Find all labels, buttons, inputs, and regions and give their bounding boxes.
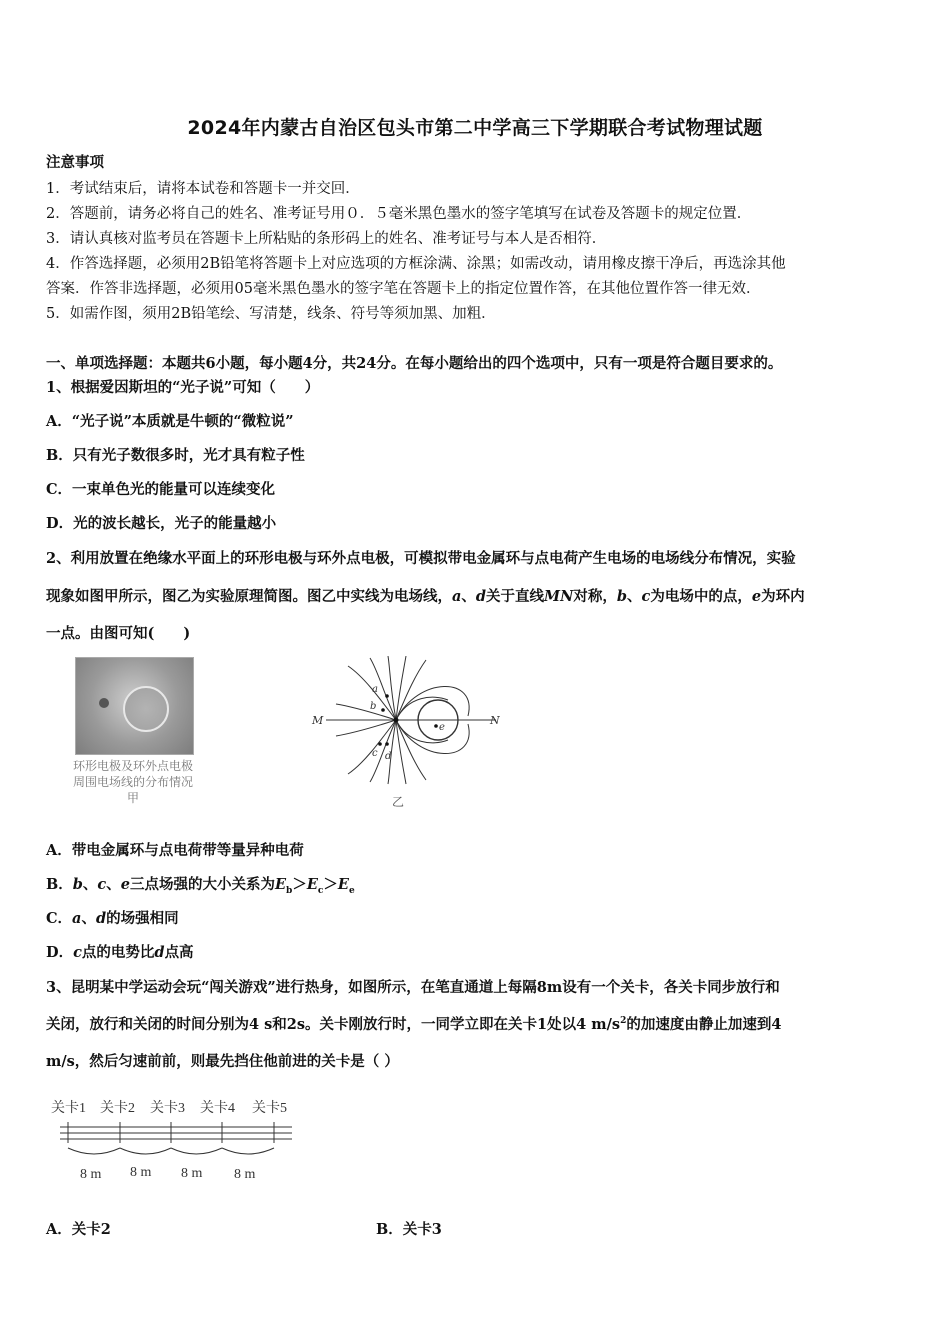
label-d: d bbox=[385, 751, 392, 762]
label-n: N bbox=[490, 714, 500, 727]
field-line bbox=[336, 704, 396, 720]
notice-item-3: 3．请认真核对监考员在答题卡上所粘贴的条形码上的姓名、准考证号与本人是否相符． bbox=[46, 231, 607, 247]
span-brace-1 bbox=[68, 1148, 120, 1154]
distance-label-2: 8 m bbox=[130, 1165, 152, 1180]
q3-stem-line1: 3、昆明某中学运动会玩“闯关游戏”进行热身，如图所示，在笔直通道上每隔8m设有一个关卡，各关卡同步放行和 bbox=[46, 979, 780, 996]
span-brace-2 bbox=[120, 1148, 171, 1154]
field-photo bbox=[75, 657, 194, 755]
point-c bbox=[378, 742, 382, 746]
gates-figure bbox=[46, 1090, 306, 1190]
q3-option-b: B．关卡3 bbox=[376, 1221, 442, 1238]
gate-label-2: 关卡2 bbox=[100, 1101, 135, 1116]
q2-option-a: A．带电金属环与点电荷带等量异种电荷 bbox=[46, 842, 304, 859]
field-line bbox=[348, 720, 396, 774]
q2-stem-line3: 一点。由图可知( ) bbox=[46, 625, 191, 642]
gates-diagram bbox=[46, 1090, 306, 1190]
span-brace-4 bbox=[222, 1148, 274, 1154]
exam-title: 2024年内蒙古自治区包头市第二中学高三下学期联合考试物理试题 bbox=[187, 117, 763, 139]
point-electrode bbox=[99, 698, 109, 708]
q2-option-c: C．a、d的场强相同 bbox=[46, 910, 179, 927]
q1-option-a: A．“光子说”本质就是牛顿的“微粒说” bbox=[46, 413, 294, 430]
section-heading: 一、单项选择题：本题共6小题，每小题4分，共24分。在每小题给出的四个选项中，只有一项是符合题目要求的。 bbox=[46, 355, 783, 372]
notice-item-2: 2．答题前，请务必将自己的姓名、准考证号用０．５毫米黑色墨水的签字笔填写在试卷及答题卡的规定位置． bbox=[46, 206, 752, 222]
q1-option-d: D．光的波长越长，光子的能量越小 bbox=[46, 515, 277, 532]
point-b bbox=[381, 708, 385, 712]
figure-yi-caption: 乙 bbox=[392, 795, 405, 809]
notice-item-4: 4．作答选择题，必须用2B铅笔将答题卡上对应选项的方框涂满、涂黑；如需改动，请用橡皮擦干净后，再选涂其他 bbox=[46, 256, 786, 272]
notice-item-4-cont: 答案．作答非选择题，必须用05毫米黑色墨水的签字笔在答题卡上的指定位置作答，在其他位置作答一律无效． bbox=[46, 281, 761, 297]
label-m: M bbox=[312, 714, 324, 727]
distance-label-4: 8 m bbox=[234, 1167, 256, 1182]
label-c: c bbox=[372, 748, 378, 759]
point-e bbox=[434, 724, 438, 728]
field-line bbox=[396, 656, 406, 720]
figure-jia-caption-3: 甲 bbox=[126, 791, 139, 805]
notice-item-5: 5．如需作图，须用2B铅笔绘、写清楚，线条、符号等须加黑、加粗． bbox=[46, 306, 496, 322]
q1-option-c: C．一束单色光的能量可以连续变化 bbox=[46, 481, 276, 498]
notice-heading: 注意事项 bbox=[46, 154, 104, 171]
field-line bbox=[396, 720, 469, 754]
q3-stem-line3: m/s，然后匀速前前，则最先挡住他前进的关卡是（ ） bbox=[46, 1053, 399, 1070]
q1-option-b: B．只有光子数很多时，光才具有粒子性 bbox=[46, 447, 305, 464]
point-a bbox=[385, 694, 389, 698]
field-line bbox=[336, 720, 396, 736]
notice-item-1: 1．考试结束后，请将本试卷和答题卡一并交回． bbox=[46, 181, 360, 197]
q2-stem-line2: 现象如图甲所示，图乙为实验原理简图。图乙中实线为电场线，a、d关于直线MN对称，b、c为电场中的点，e为环内 bbox=[46, 588, 805, 605]
ring-electrode bbox=[123, 686, 169, 732]
point-charge bbox=[394, 718, 399, 723]
figure-jia-caption-2: 周围电场线的分布情况 bbox=[72, 775, 193, 789]
q2-stem-line1: 2、利用放置在绝缘水平面上的环形电极与环外点电极，可模拟带电金属环与点电荷产生电场的电场线分布情况，实验 bbox=[46, 550, 796, 567]
label-e: e bbox=[439, 722, 445, 733]
distance-label-1: 8 m bbox=[80, 1167, 102, 1182]
q2-option-b: B．b、c、e三点场强的大小关系为$E_b>E_c>E_e$ bbox=[46, 876, 355, 896]
field-line-diagram bbox=[308, 656, 508, 816]
figure-jia-caption-1: 环形电极及环外点电极 bbox=[72, 759, 193, 773]
distance-label-3: 8 m bbox=[181, 1166, 203, 1181]
figure-yi bbox=[308, 656, 508, 816]
q1-stem: 1、根据爱因斯坦的“光子说”可知（ ） bbox=[46, 379, 320, 396]
field-line bbox=[396, 720, 406, 784]
span-brace-3 bbox=[171, 1148, 222, 1154]
figure-jia bbox=[48, 655, 218, 815]
q2-option-d: D．c点的电势比d点高 bbox=[46, 944, 194, 961]
point-d bbox=[385, 742, 389, 746]
gate-label-3: 关卡3 bbox=[150, 1101, 185, 1116]
q3-stem-line2: 关闭，放行和关闭的时间分别为4 s和2s。关卡刚放行时，一同学立即在关卡1处以4 $m/s^2$的加速度由静止加速到4 bbox=[46, 1016, 782, 1033]
gate-label-5: 关卡5 bbox=[252, 1101, 287, 1116]
label-b: b bbox=[370, 701, 377, 712]
field-line bbox=[396, 686, 469, 720]
gate-label-4: 关卡4 bbox=[200, 1101, 235, 1116]
q3-option-a: A．关卡2 bbox=[46, 1221, 111, 1238]
label-a: a bbox=[372, 684, 378, 695]
gate-label-1: 关卡1 bbox=[51, 1101, 86, 1116]
